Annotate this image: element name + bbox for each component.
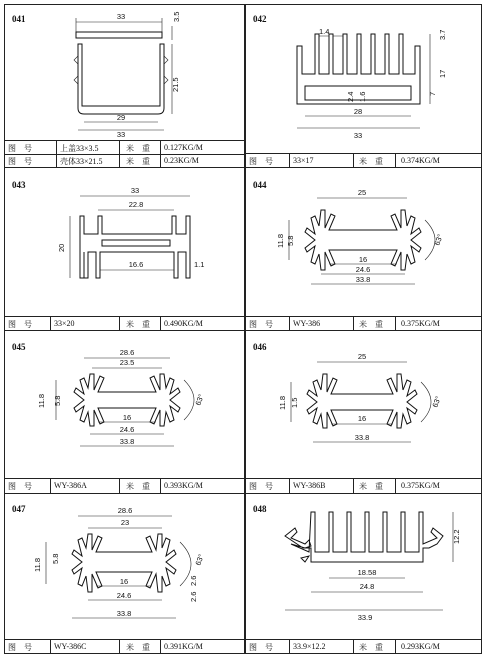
dim-gap: 16 [119,577,129,586]
weight-text: 0.375KG/M [401,481,440,490]
profile-cell-047 [4,492,244,654]
dim-h: 11.8 [33,557,42,572]
info-row: 图 号 WY-386C 米 重 0.391KG/M [8,642,203,652]
profile-number: 048 [253,504,267,514]
dim-h: 11.8 [278,395,287,410]
dim-w2: 23.5 [119,358,135,367]
dim-angle: 63° [432,232,445,247]
dim-w1: 28.6 [119,348,135,357]
dim-h2: 5.8 [53,395,62,406]
dim-base-h: 7 [428,91,437,96]
dim-h2: 5.8 [286,235,295,246]
dim-w: 33.8 [354,433,370,442]
profile-number: 041 [12,14,26,24]
weight-text: 0.293KG/M [401,642,440,651]
weight-text: 0.23KG/M [164,156,199,165]
info-table-047 [4,639,244,654]
model-text: 33.9×12.2 [293,642,326,651]
model-text: 33×17 [293,156,314,165]
profile-drawing-042 [245,4,482,152]
dim-gap: 16 [358,255,368,264]
model-text: WY-386 [293,319,321,328]
dim-gap: 16 [122,413,132,422]
dim-angle: 63° [193,392,206,407]
dim-fin-t: 1.4 [319,27,330,36]
info-row: 图 号 壳体33×21.5 米 重 0.23KG/M [4,154,244,168]
dim-h: 11.8 [37,393,46,408]
dim-w-in: 29 [116,113,126,122]
dim-w-mid: 24.6 [355,265,371,274]
profile-number: 045 [12,342,26,352]
dim-h: 17 [438,69,447,78]
profile-cell-043 [4,166,244,328]
dim-h2: 1.5 [290,397,299,408]
info-table-046 [245,478,482,493]
dim-w-mid: 24.6 [116,591,132,600]
dim-w-mid: 24.8 [359,582,375,591]
profile-number: 046 [253,342,267,352]
profile-cell-041 [4,4,244,166]
weight-text: 0.374KG/M [401,156,440,165]
dim-angle: 63° [430,394,443,409]
profile-drawing-048 [245,492,482,638]
dim-t2: 2.6 [189,591,198,602]
dim-w: 33.8 [355,275,371,284]
info-table-045 [4,478,244,493]
weight-text: 0.391KG/M [164,642,203,651]
dim-w-top: 25 [357,352,367,361]
dim-w: 33.8 [119,437,135,446]
dim-w: 33 [353,131,363,140]
dim-w: 33.8 [116,609,132,618]
dim-h: 11.8 [276,233,285,248]
profile-drawing-044 [245,166,482,316]
info-table-042 [245,153,482,167]
dim-h2: 5.8 [51,553,60,564]
model-text: 上盖33×3.5 [60,144,99,153]
dim-h-lid: 3.5 [172,11,181,22]
profile-drawing-045 [4,328,244,478]
profile-drawing-046 [245,328,482,478]
info-row: 图 号 WY-386 米 重 0.375KG/M [245,317,482,331]
dim-w-in: 28 [353,107,363,116]
dim-gap: 16 [357,414,367,423]
dim-w-mid: 22.8 [128,200,144,209]
dim-w-top: 25 [357,188,367,197]
profile-number: 042 [253,14,267,24]
model-text: WY-386C [54,642,87,651]
info-row: 图 号 WY-386B 米 重 0.375KG/M [245,479,482,494]
dim-h: 12.2 [452,529,461,544]
info-row: 图 号 33×17 米 重 0.374KG/M [245,154,482,168]
profile-cell-042 [245,4,482,166]
dim-w2: 23 [120,518,130,527]
info-row: 图 号 上盖33×3.5 米 重 0.127KG/M [4,141,244,155]
dim-w: 33 [130,186,140,195]
info-row: 图 号 33.9×12.2 米 重 0.293KG/M [249,642,440,652]
info-table-048 [245,639,482,654]
weight-text: 0.375KG/M [401,319,440,328]
dim-w-mid: 24.6 [119,425,135,434]
weight-text: 0.127KG/M [164,143,203,152]
dim-fin-h: 3.7 [438,29,447,40]
info-table-041 [4,140,244,167]
profile-cell-045 [4,328,244,492]
dim-w-top: 33 [116,12,126,21]
dim-h: 20 [57,243,66,252]
dim-d1: 2.4 [346,91,355,102]
dim-t: 1.1 [194,260,205,269]
profile-number: 043 [12,180,26,190]
weight-text: 0.393KG/M [164,481,203,490]
profile-cell-044 [245,166,482,328]
model-text: 壳体33×21.5 [60,157,103,166]
dim-d2: 1.6 [358,91,367,102]
info-row: 图 号 WY-386A 米 重 0.393KG/M [4,479,244,494]
profile-number: 044 [253,180,267,190]
model-text: 33×20 [54,319,75,328]
dim-h-body: 21.5 [171,77,180,92]
profile-number: 047 [12,504,26,514]
profile-cell-048 [245,492,482,654]
weight-text: 0.490KG/M [164,319,203,328]
dim-t1: 2.6 [189,575,198,586]
dim-gap: 16.6 [128,260,144,269]
dim-w: 33.9 [357,613,373,622]
dim-gap: 18.58 [357,568,377,577]
info-row: 图 号 33×20 米 重 0.490KG/M [4,317,244,331]
model-text: WY-386A [54,481,87,490]
profile-drawing-047 [4,492,244,638]
dim-w-bot: 33 [116,130,126,139]
model-text: WY-386B [293,481,326,490]
profile-drawing-043 [4,166,244,316]
dim-angle: 63° [193,552,206,567]
dim-w1: 28.6 [117,506,133,515]
profile-cell-046 [245,328,482,492]
profile-drawing-041 [4,4,244,139]
